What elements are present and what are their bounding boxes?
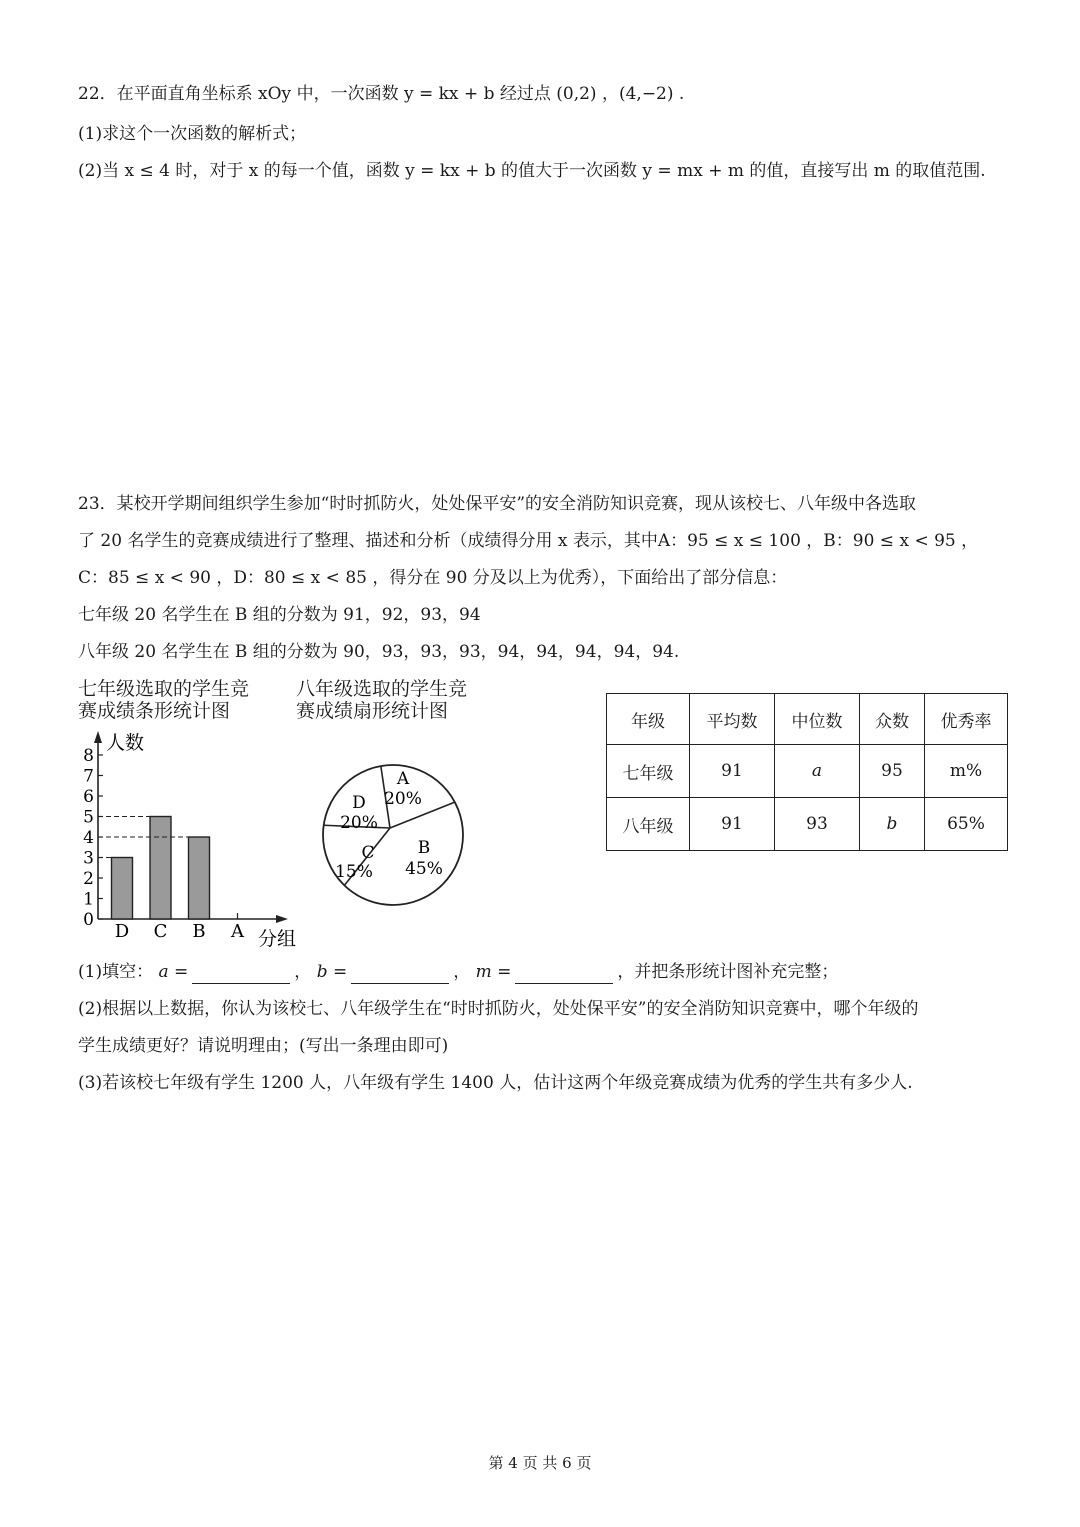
x-tick-label: A: [231, 921, 244, 942]
fill-suffix: ，并把条形统计图补充完整；: [617, 962, 839, 982]
table-cell: 91: [690, 745, 775, 798]
table-cell: 95: [860, 745, 925, 798]
q23-info-grade7: 七年级 20 名学生在 B 组的分数为 91，92，93，94: [78, 605, 481, 625]
table-cell: 七年级: [607, 745, 690, 798]
q22-part2: (2)当 x ≤ 4 时，对于 x 的每一个值，函数 y = kx + b 的值大于一次函数 y = mx + m 的值，直接写出 m 的取值范围.: [78, 161, 986, 181]
y-tick-label: 0: [83, 910, 94, 930]
q23-part3: (3)若该校七年级有学生 1200 人，八年级有学生 1400 人，估计这两个年级竞赛成绩为优秀的学生共有多少人.: [78, 1073, 913, 1093]
fill-prefix: (1)填空：: [78, 962, 154, 982]
bar-chart-title-line2: 赛成绩条形统计图: [78, 700, 231, 722]
table-cell: m%: [925, 745, 1008, 798]
q23-stem-line1: 23．某校开学期间组织学生参加“时时抓防火，处处保平安”的安全消防知识竞赛，现从该校七、八年级中各选取: [78, 494, 917, 514]
table-header-cell: 年级: [607, 694, 690, 745]
table-header-cell: 中位数: [775, 694, 860, 745]
q22-stem: 22．在平面直角坐标系 xOy 中，一次函数 y = kx + b 经过点 (0,2) ，(4,−2) .: [78, 84, 685, 104]
q23-part1: [78, 960, 838, 984]
y-tick-label: 3: [83, 848, 94, 869]
table-row: [607, 745, 1008, 798]
pie-slice-percent: 15%: [335, 862, 373, 882]
q23-stem-line2: 了 20 名学生的竞赛成绩进行了整理、描述和分析（成绩得分用 x 表示，其中A：95 ≤ x ≤ 100 ，B：90 ≤ x < 95 ，: [78, 531, 979, 551]
q23-info-grade8: 八年级 20 名学生在 B 组的分数为 90，93，93，93，94，94，94，94，94.: [78, 642, 680, 662]
table-cell: 八年级: [607, 798, 690, 851]
pie-outline: [323, 765, 463, 905]
table-header-row: [607, 694, 1008, 745]
bar: [150, 817, 171, 920]
pie-chart-title: [296, 678, 467, 722]
answer-blank-m[interactable]: [515, 965, 613, 984]
pie-slice-percent: 20%: [384, 789, 422, 809]
y-tick-label: 4: [83, 828, 94, 848]
fill-m-label: m =: [475, 962, 512, 982]
table-row: [607, 798, 1008, 851]
pie-chart-title-line1: 八年级选取的学生竞: [296, 678, 468, 700]
q23-part2-line1: (2)根据以上数据，你认为该校七、八年级学生在“时时抓防火，处处保平安”的安全消防知识竞赛中，哪个年级的: [78, 999, 919, 1019]
table-header-cell: 平均数: [690, 694, 775, 745]
stats-table: [606, 693, 1008, 851]
bar-chart-title-line1: 七年级选取的学生竞: [78, 678, 250, 700]
q23-stem-line3: C：85 ≤ x < 90 ，D：80 ≤ x < 85 ，得分在 90 分及以上为优秀），下面给出了部分信息：: [78, 568, 788, 588]
pie-chart-title-line2: 赛成绩扇形统计图: [296, 700, 449, 722]
fill-a-label: a =: [158, 962, 189, 982]
answer-blank-b[interactable]: [351, 965, 449, 984]
q22-part1: (1)求这个一次函数的解析式；: [78, 124, 307, 144]
q23-part2-line2: 学生成绩更好？请说明理由；(写出一条理由即可): [78, 1036, 449, 1056]
x-axis-arrow: [276, 915, 288, 923]
table-cell: 93: [775, 798, 860, 851]
fill-b-label: b =: [316, 962, 348, 982]
table-header-cell: 众数: [860, 694, 925, 745]
y-tick-label: 1: [83, 889, 94, 910]
y-tick-label: 7: [83, 766, 94, 787]
pie-slice-label: A: [396, 769, 410, 789]
table-cell: 65%: [925, 798, 1008, 851]
y-tick-label: 2: [83, 869, 94, 889]
separator: ，: [294, 962, 312, 982]
answer-blank-a[interactable]: [192, 965, 290, 984]
table-cell: a: [775, 745, 860, 798]
y-tick-label: 5: [83, 807, 94, 828]
y-tick-label: 6: [83, 787, 94, 807]
bar-chart-title: [78, 678, 249, 722]
table-header-cell: 优秀率: [925, 694, 1008, 745]
y-axis-label: 人数: [106, 732, 145, 754]
x-tick-label: C: [153, 921, 168, 942]
y-tick-label: 8: [83, 746, 94, 766]
separator: ，: [453, 962, 471, 982]
pie-slice-label: B: [417, 838, 431, 858]
table-cell: 91: [690, 798, 775, 851]
pie-chart: [315, 760, 475, 910]
bar: [189, 837, 210, 919]
y-axis-arrow: [94, 731, 102, 743]
pie-slice-percent: 20%: [340, 813, 378, 833]
page-footer: 第 4 页 共 6 页: [488, 1454, 592, 1472]
pie-slice-label: D: [352, 793, 366, 813]
x-tick-label: D: [114, 921, 130, 942]
table-cell: b: [860, 798, 925, 851]
pie-slice-percent: 45%: [405, 859, 443, 879]
pie-slice-label: C: [361, 843, 375, 863]
x-axis-label: 分组: [258, 928, 297, 950]
bar-chart: [70, 720, 310, 955]
bar: [112, 858, 133, 920]
x-tick-label: B: [192, 921, 206, 942]
